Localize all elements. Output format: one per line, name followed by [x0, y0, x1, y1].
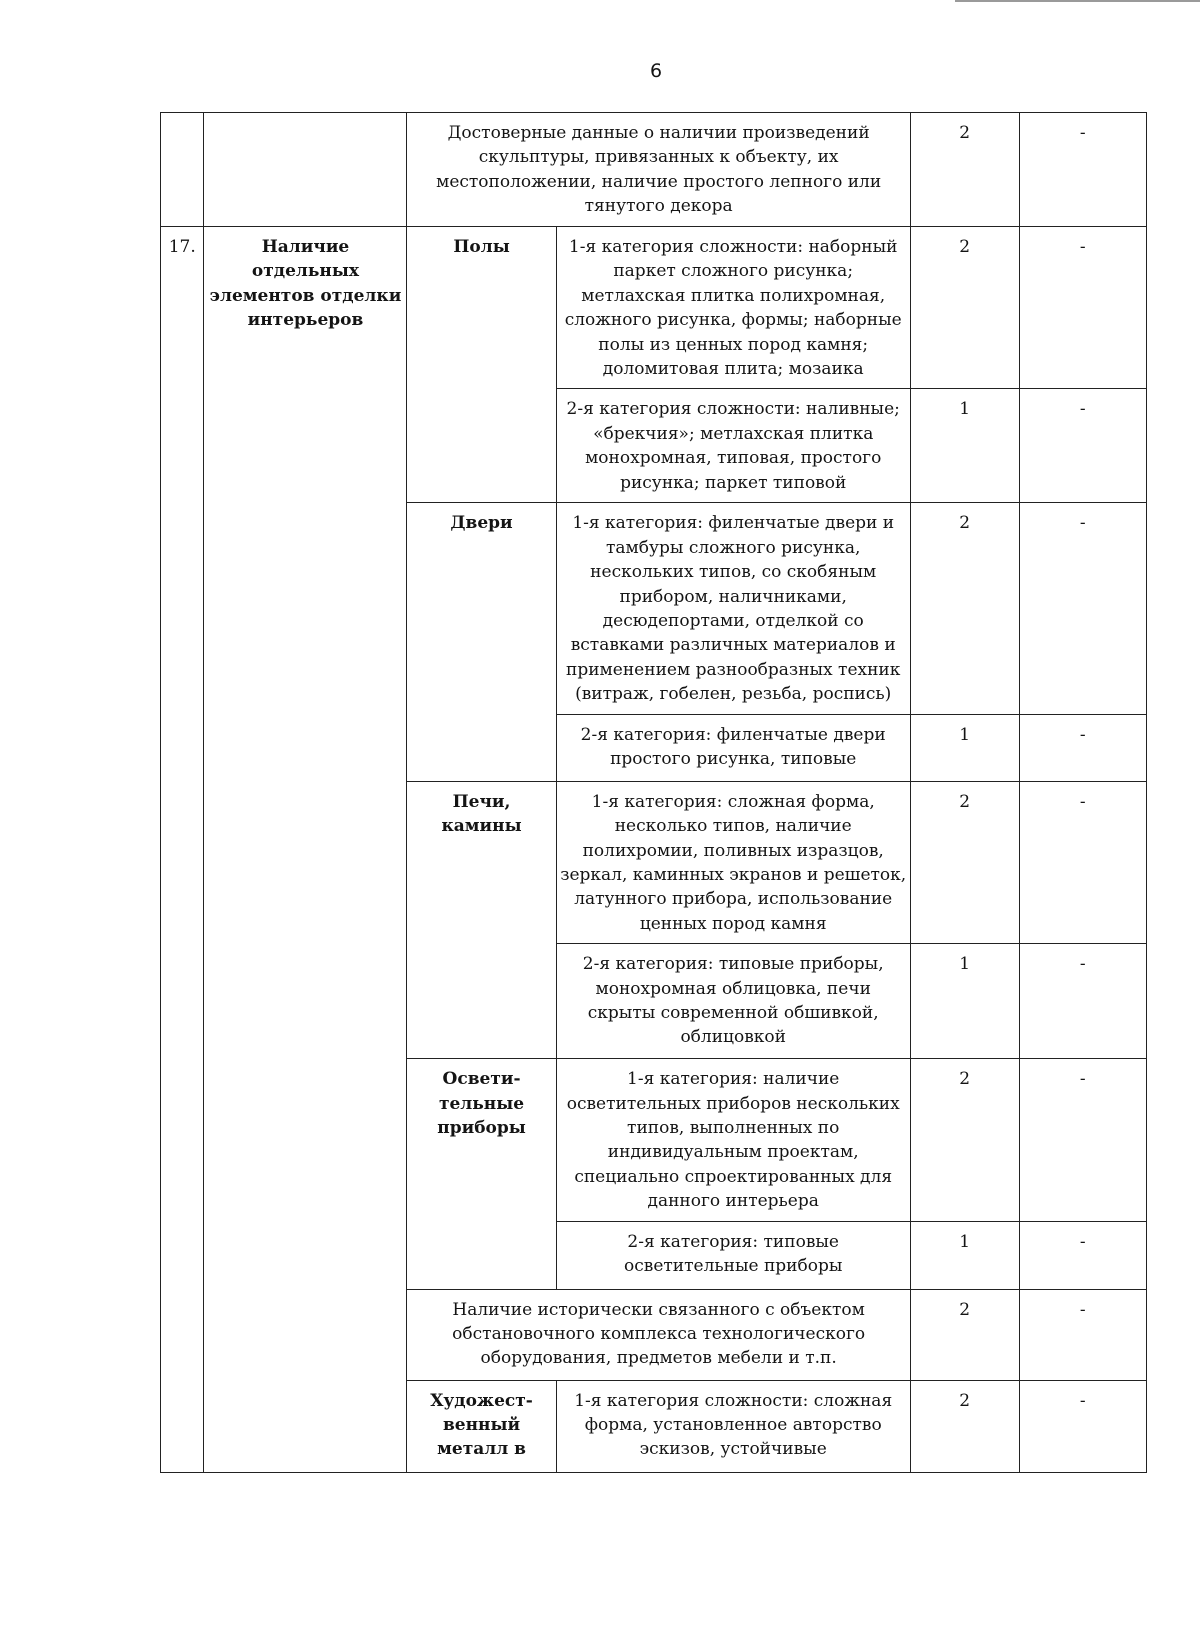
extra-cell: - [1019, 714, 1146, 781]
score-cell: 1 [910, 714, 1019, 781]
extra-cell: - [1019, 227, 1146, 389]
score-cell: 2 [910, 503, 1019, 714]
extra-cell: - [1019, 1380, 1146, 1472]
row-number: 17. [161, 227, 204, 1473]
extra-cell: - [1019, 1059, 1146, 1221]
number-cell [161, 113, 204, 227]
description-cell: 1-я категория сложности: сложная форма, установленное авторство эскизов, устойчивые [556, 1380, 910, 1472]
element-floors: Полы [407, 227, 556, 503]
description-cell: Наличие исторически связанного с объектом обстановочного комплекса технологического оборудования, предметов мебели и т.п. [407, 1289, 910, 1380]
section-title: Наличие отдельных элементов отделки интерьеров [204, 227, 407, 1473]
extra-cell: - [1019, 944, 1146, 1059]
table-row [161, 227, 1147, 389]
description-cell: 2-я категория: типовые осветительные приборы [556, 1221, 910, 1289]
extra-cell: - [1019, 781, 1146, 943]
extra-cell: - [1019, 1289, 1146, 1380]
score-cell: 1 [910, 1221, 1019, 1289]
score-cell: 2 [910, 1380, 1019, 1472]
score-cell: 2 [910, 227, 1019, 389]
extra-cell: - [1019, 1221, 1146, 1289]
element-lighting: Освети-тельные приборы [407, 1059, 556, 1289]
score-cell: 2 [910, 113, 1019, 227]
criteria-table [160, 112, 1147, 1473]
description-cell: 2-я категория сложности: наливные; «брекчия»; метлахская плитка монохромная, типовая, простого рисунка; паркет типовой [556, 389, 910, 503]
element-doors: Двери [407, 503, 556, 781]
description-cell: 1-я категория: наличие осветительных приборов нескольких типов, выполненных по индивидуальным проектам, специально спроектированных для данного интерьера [556, 1059, 910, 1221]
extra-cell: - [1019, 113, 1146, 227]
title-cell [204, 113, 407, 227]
description-cell: 2-я категория: типовые приборы, монохромная облицовка, печи скрыты современной обшивкой, облицовкой [556, 944, 910, 1059]
description-cell: 1-я категория сложности: наборный паркет сложного рисунка; метлахская плитка полихромная, сложного рисунка, формы; наборные полы из ценных пород камня; доломитовая плита; мозаика [556, 227, 910, 389]
table-row [161, 113, 1147, 227]
score-cell: 2 [910, 781, 1019, 943]
scan-edge-line [955, 0, 1200, 2]
score-cell: 1 [910, 944, 1019, 1059]
element-stoves: Печи, камины [407, 781, 556, 1058]
description-cell: 1-я категория: филенчатые двери и тамбуры сложного рисунка, нескольких типов, со скобяным прибором, наличниками, десюдепортами, отделкой со вставками различных материалов и применением разнообразных техник (витраж, гобелен, резьба, роспись) [556, 503, 910, 714]
extra-cell: - [1019, 503, 1146, 714]
extra-cell: - [1019, 389, 1146, 503]
element-metal: Художест-венный металл в [407, 1380, 556, 1472]
description-cell: 2-я категория: филенчатые двери простого рисунка, типовые [556, 714, 910, 781]
score-cell: 1 [910, 389, 1019, 503]
description-cell: 1-я категория: сложная форма, несколько типов, наличие полихромии, поливных изразцов, зеркал, каминных экранов и решеток, латунного прибора, использование ценных пород камня [556, 781, 910, 943]
score-cell: 2 [910, 1289, 1019, 1380]
description-cell: Достоверные данные о наличии произведений скульптуры, привязанных к объекту, их местоположении, наличие простого лепного или тянутого декора [407, 113, 910, 227]
score-cell: 2 [910, 1059, 1019, 1221]
page-number: 6 [649, 60, 663, 82]
